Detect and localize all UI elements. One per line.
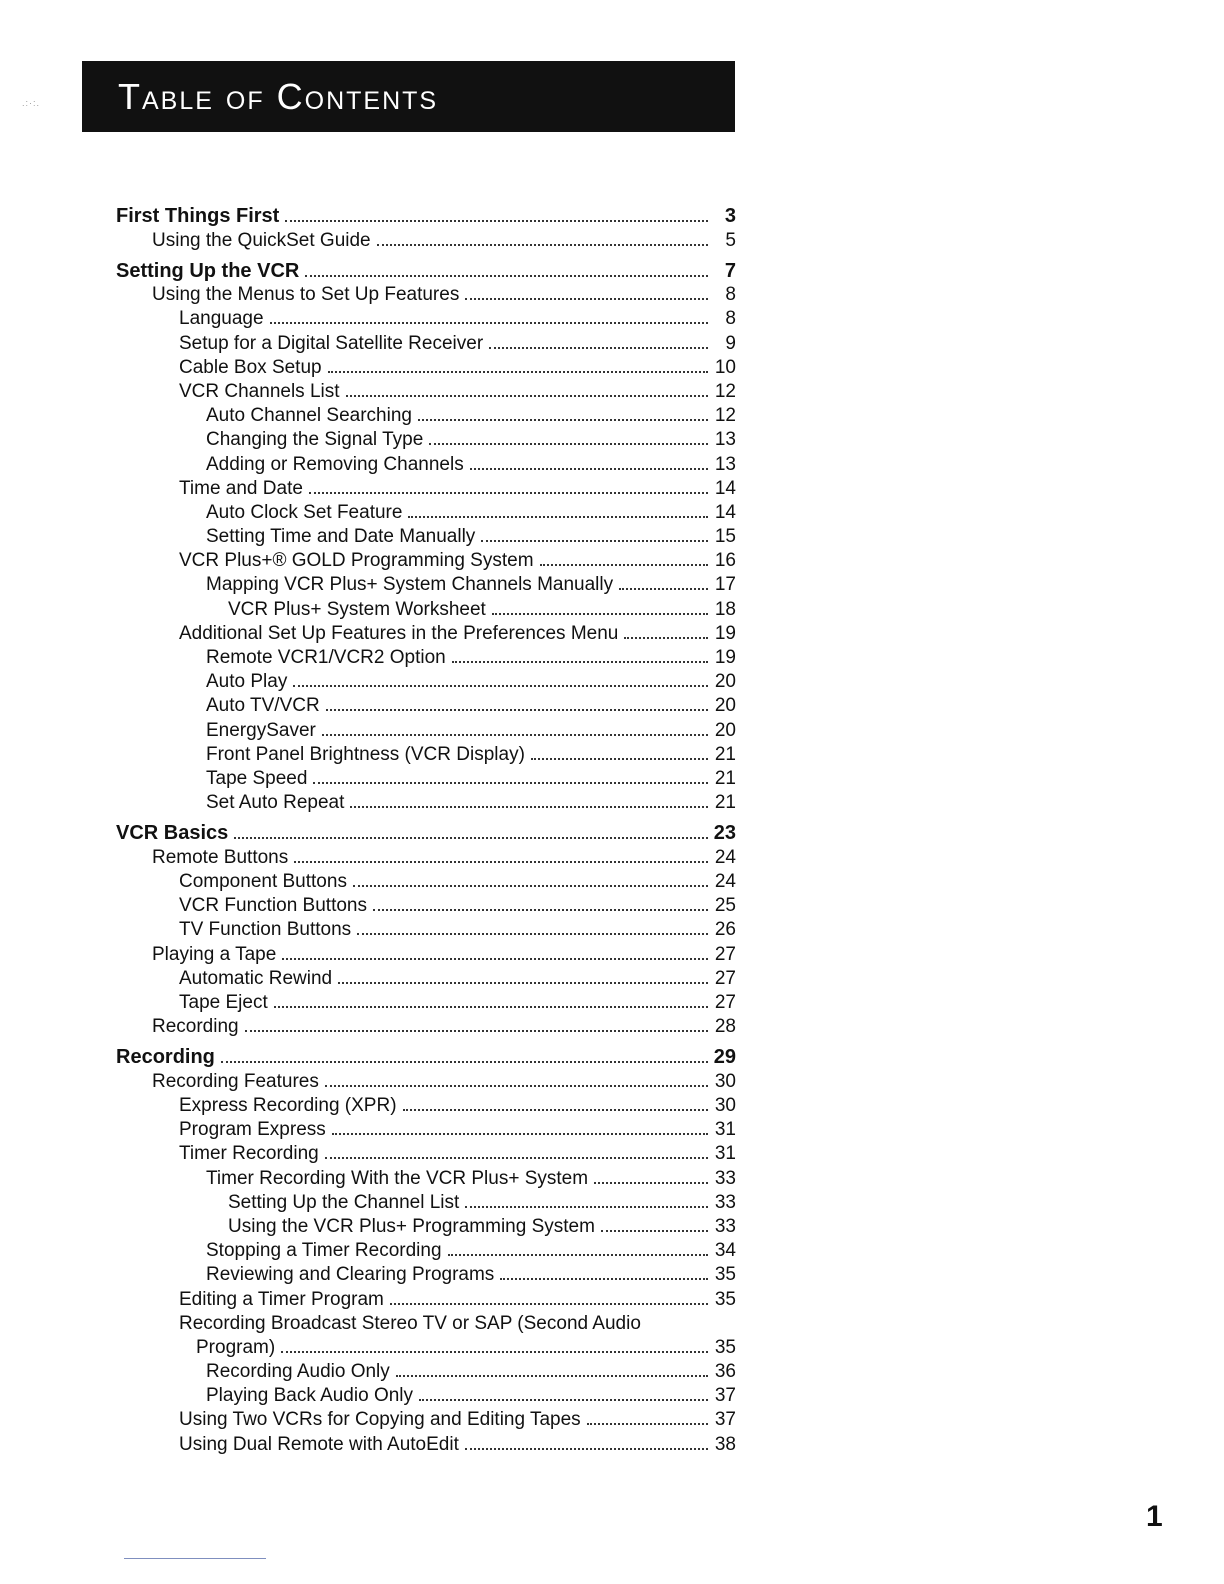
toc-entry xyxy=(116,1433,736,1457)
toc-entry xyxy=(116,719,736,743)
toc-entry-label: Program) xyxy=(196,1336,276,1358)
toc-entry xyxy=(116,918,736,942)
dot-leader xyxy=(465,298,708,300)
toc-entry-page: 27 xyxy=(714,943,736,965)
table-of-contents xyxy=(116,198,736,1457)
dot-leader xyxy=(373,909,708,911)
toc-entry-page: 8 xyxy=(725,284,736,306)
toc-entry-label: Mapping VCR Plus+ System Channels Manually xyxy=(206,574,614,596)
dot-leader xyxy=(285,220,708,222)
dot-leader xyxy=(452,661,708,663)
toc-entry xyxy=(116,404,736,428)
toc-entry-label: Using Dual Remote with AutoEdit xyxy=(179,1433,459,1455)
toc-entry-label: Express Recording (XPR) xyxy=(179,1095,397,1116)
toc-entry-label: Auto TV/VCR xyxy=(206,695,320,717)
toc-entry xyxy=(116,967,736,991)
toc-entry-page: 27 xyxy=(714,967,736,989)
toc-section-entry xyxy=(116,815,736,846)
toc-entry-label: Adding or Removing Channels xyxy=(206,453,464,475)
toc-entry xyxy=(116,501,736,525)
toc-entry xyxy=(116,1070,736,1094)
toc-entry-page: 3 xyxy=(724,205,736,227)
toc-entry-page: 14 xyxy=(714,477,736,499)
dot-leader xyxy=(403,1109,708,1111)
toc-entry-page: 33 xyxy=(714,1167,736,1189)
toc-entry-page: 26 xyxy=(714,919,736,941)
toc-entry xyxy=(116,1191,736,1215)
dot-leader xyxy=(587,1423,708,1425)
toc-entry xyxy=(116,283,736,307)
toc-entry xyxy=(116,332,736,356)
toc-entry xyxy=(116,694,736,718)
toc-entry-label: Recording Features xyxy=(152,1070,319,1092)
toc-entry-label: Using the Menus to Set Up Features xyxy=(152,284,460,306)
toc-entry xyxy=(116,743,736,767)
toc-entry-page: 25 xyxy=(714,895,736,917)
toc-entry-label: Setting Up the Channel List xyxy=(228,1191,460,1213)
toc-entry xyxy=(116,453,736,477)
toc-entry-page: 38 xyxy=(714,1433,736,1455)
toc-entry-label: Setting Time and Date Manually xyxy=(206,526,476,548)
footer-rule xyxy=(124,1558,266,1559)
toc-entry xyxy=(116,1360,736,1384)
toc-entry xyxy=(116,1288,736,1312)
toc-entry-page: 17 xyxy=(714,574,736,596)
toc-entry-page: 36 xyxy=(714,1361,736,1383)
dot-leader xyxy=(322,734,708,736)
toc-entry xyxy=(116,846,736,870)
title-banner xyxy=(82,61,735,132)
dot-leader xyxy=(234,837,707,839)
toc-entry-label: Auto Channel Searching xyxy=(206,405,412,427)
toc-entry xyxy=(116,1015,736,1039)
toc-entry xyxy=(116,1239,736,1263)
toc-entry-label: Setting Up the VCR xyxy=(116,259,300,282)
dot-leader xyxy=(481,540,708,542)
toc-entry-page: 37 xyxy=(714,1409,736,1431)
dot-leader xyxy=(245,1030,708,1032)
toc-entry-page: 20 xyxy=(714,695,736,717)
dot-leader xyxy=(429,443,708,445)
toc-entry-label: Tape Speed xyxy=(206,767,308,789)
toc-entry-label: Tape Eject xyxy=(179,991,268,1013)
dot-leader xyxy=(305,275,708,277)
toc-entry-page: 8 xyxy=(725,308,736,330)
toc-entry-page: 24 xyxy=(714,846,736,868)
toc-entry xyxy=(116,573,736,597)
toc-entry xyxy=(116,1094,736,1118)
toc-entry-page: 33 xyxy=(714,1215,736,1237)
page-title: Table of Contents xyxy=(118,75,439,117)
toc-entry xyxy=(116,1408,736,1432)
toc-entry-page: 12 xyxy=(714,380,736,402)
dot-leader xyxy=(221,1061,708,1063)
toc-entry-label: Playing a Tape xyxy=(152,943,277,965)
toc-entry xyxy=(116,1142,736,1166)
toc-entry-label: VCR Channels List xyxy=(179,380,340,402)
dot-leader xyxy=(396,1375,708,1377)
dot-leader xyxy=(619,588,708,590)
dot-leader xyxy=(270,322,708,324)
toc-entry xyxy=(116,791,736,815)
toc-entry-page: 19 xyxy=(714,622,736,644)
toc-entry-page: 21 xyxy=(714,743,736,765)
toc-entry xyxy=(116,1336,736,1360)
toc-entry-page: 24 xyxy=(714,871,736,892)
dot-leader xyxy=(274,1006,708,1008)
toc-entry-page: 20 xyxy=(714,671,736,693)
toc-entry-label: Recording xyxy=(116,1046,215,1069)
dot-leader xyxy=(419,1399,708,1401)
toc-entry-page: 31 xyxy=(714,1119,736,1141)
toc-entry-page: 21 xyxy=(714,767,736,789)
toc-entry-label: Timer Recording With the VCR Plus+ System xyxy=(206,1167,589,1189)
dot-leader xyxy=(313,782,708,784)
toc-entry xyxy=(116,622,736,646)
toc-entry xyxy=(116,943,736,967)
toc-entry-label: Recording Broadcast Stereo TV or SAP (Second Audio xyxy=(179,1312,641,1334)
dot-leader xyxy=(470,468,708,470)
toc-entry-label: Program Express xyxy=(179,1119,326,1141)
toc-entry-label: Front Panel Brightness (VCR Display) xyxy=(206,743,525,765)
toc-entry-page: 18 xyxy=(714,598,736,620)
toc-entry-page: 10 xyxy=(714,356,736,378)
dot-leader xyxy=(465,1448,708,1450)
dot-leader xyxy=(390,1303,708,1305)
dot-leader xyxy=(492,613,708,615)
dot-leader xyxy=(338,982,708,984)
dot-leader xyxy=(332,1133,708,1135)
toc-entry-label: Remote Buttons xyxy=(152,846,289,868)
toc-entry xyxy=(116,870,736,894)
toc-entry-page: 28 xyxy=(714,1016,736,1038)
dot-leader xyxy=(377,244,708,246)
toc-entry-label: EnergySaver xyxy=(206,719,316,741)
toc-entry xyxy=(116,1215,736,1239)
toc-entry xyxy=(116,670,736,694)
dot-leader xyxy=(448,1254,708,1256)
toc-entry-page: 19 xyxy=(714,647,736,668)
dot-leader xyxy=(465,1206,708,1208)
dot-leader xyxy=(500,1278,708,1280)
toc-entry-label: Auto Clock Set Feature xyxy=(206,501,403,523)
toc-entry-page: 15 xyxy=(714,526,736,548)
toc-entry-label: Recording Audio Only xyxy=(206,1361,390,1383)
dot-leader xyxy=(293,685,708,687)
toc-entry-page: 12 xyxy=(714,405,736,427)
toc-section-entry xyxy=(116,253,736,284)
toc-entry xyxy=(116,767,736,791)
dot-leader xyxy=(601,1230,708,1232)
dot-leader xyxy=(294,861,708,863)
page-number: 1 xyxy=(1146,1500,1163,1533)
dot-leader xyxy=(408,516,708,518)
toc-entry xyxy=(116,525,736,549)
toc-entry-label: Playing Back Audio Only xyxy=(206,1385,414,1407)
dot-leader xyxy=(350,806,708,808)
toc-entry-label: Using the VCR Plus+ Programming System xyxy=(228,1215,595,1237)
toc-section-entry xyxy=(116,198,736,229)
toc-entry-page: 37 xyxy=(714,1385,736,1407)
dot-leader xyxy=(531,758,708,760)
toc-entry-label: Additional Set Up Features in the Preferences Menu xyxy=(179,622,619,644)
toc-entry-page: 29 xyxy=(713,1046,736,1069)
toc-entry-label: VCR Function Buttons xyxy=(179,895,367,917)
dot-leader xyxy=(489,347,708,349)
toc-entry-label: Language xyxy=(179,308,264,330)
toc-entry-page: 20 xyxy=(714,719,736,741)
dot-leader xyxy=(346,395,708,397)
dot-leader xyxy=(418,419,708,421)
toc-entry-page: 35 xyxy=(714,1264,736,1286)
toc-entry-label: Auto Play xyxy=(206,671,288,693)
toc-entry-page: 13 xyxy=(714,429,736,451)
toc-entry xyxy=(116,356,736,380)
toc-entry-label: Changing the Signal Type xyxy=(206,429,424,451)
toc-entry-label: Timer Recording xyxy=(179,1143,319,1165)
toc-entry-page: 7 xyxy=(724,259,736,282)
toc-entry xyxy=(116,991,736,1015)
toc-entry-page: 14 xyxy=(714,501,736,523)
dot-leader xyxy=(325,1085,708,1087)
dot-leader xyxy=(540,564,708,566)
toc-entry-page: 5 xyxy=(725,229,736,251)
toc-entry-label: Automatic Rewind xyxy=(179,967,333,989)
toc-entry xyxy=(116,894,736,918)
toc-entry-label: First Things First xyxy=(116,205,280,227)
toc-entry xyxy=(116,598,736,622)
toc-entry xyxy=(116,1118,736,1142)
toc-entry-page: 33 xyxy=(714,1191,736,1213)
toc-entry-label: Stopping a Timer Recording xyxy=(206,1240,442,1262)
toc-entry-page: 35 xyxy=(714,1336,736,1358)
toc-entry xyxy=(116,549,736,573)
toc-entry-page: 35 xyxy=(714,1288,736,1310)
dot-leader xyxy=(357,933,708,935)
toc-entry xyxy=(116,1312,736,1336)
dot-leader xyxy=(326,709,708,711)
toc-entry-label: Reviewing and Clearing Programs xyxy=(206,1264,495,1286)
toc-entry-label: Component Buttons xyxy=(179,871,347,892)
toc-entry-page: 31 xyxy=(714,1143,736,1165)
toc-entry-page: 34 xyxy=(714,1240,736,1262)
toc-entry xyxy=(116,307,736,331)
toc-entry-page: 30 xyxy=(714,1070,736,1092)
dot-leader xyxy=(282,958,708,960)
dot-leader xyxy=(328,371,708,373)
toc-entry-label: Using the QuickSet Guide xyxy=(152,229,371,251)
toc-entry-page: 16 xyxy=(714,550,736,572)
toc-entry-page: 21 xyxy=(714,792,736,814)
toc-entry xyxy=(116,1263,736,1287)
toc-entry xyxy=(116,380,736,404)
dot-leader xyxy=(594,1182,708,1184)
toc-entry-label: VCR Basics xyxy=(116,822,229,845)
toc-entry-page: 27 xyxy=(714,991,736,1013)
toc-entry xyxy=(116,229,736,253)
dot-leader xyxy=(325,1157,708,1159)
scan-speck: .:·:. xyxy=(22,98,40,108)
toc-entry-page: 30 xyxy=(714,1095,736,1116)
toc-entry-label: Remote VCR1/VCR2 Option xyxy=(206,647,446,668)
toc-entry-label: Set Auto Repeat xyxy=(206,792,345,814)
toc-entry-label: TV Function Buttons xyxy=(179,919,352,941)
toc-entry-page: 9 xyxy=(725,332,736,354)
toc-entry-label: Setup for a Digital Satellite Receiver xyxy=(179,332,484,354)
toc-entry-label: Recording xyxy=(152,1016,239,1038)
toc-entry xyxy=(116,1384,736,1408)
dot-leader xyxy=(353,885,708,887)
toc-entry-page: 13 xyxy=(714,453,736,475)
toc-entry-label: Editing a Timer Program xyxy=(179,1288,384,1310)
toc-entry xyxy=(116,428,736,452)
dot-leader xyxy=(281,1351,708,1353)
toc-entry xyxy=(116,1167,736,1191)
toc-entry xyxy=(116,646,736,670)
toc-entry-page: 23 xyxy=(713,822,736,845)
toc-entry xyxy=(116,477,736,501)
toc-entry-label: VCR Plus+ System Worksheet xyxy=(228,598,486,620)
toc-entry-label: Using Two VCRs for Copying and Editing Tapes xyxy=(179,1409,581,1431)
toc-section-entry xyxy=(116,1039,736,1070)
toc-entry-label: VCR Plus+® GOLD Programming System xyxy=(179,550,534,572)
dot-leader xyxy=(624,637,708,639)
toc-entry-label: Cable Box Setup xyxy=(179,356,322,378)
dot-leader xyxy=(309,492,708,494)
toc-entry-label: Time and Date xyxy=(179,477,303,499)
